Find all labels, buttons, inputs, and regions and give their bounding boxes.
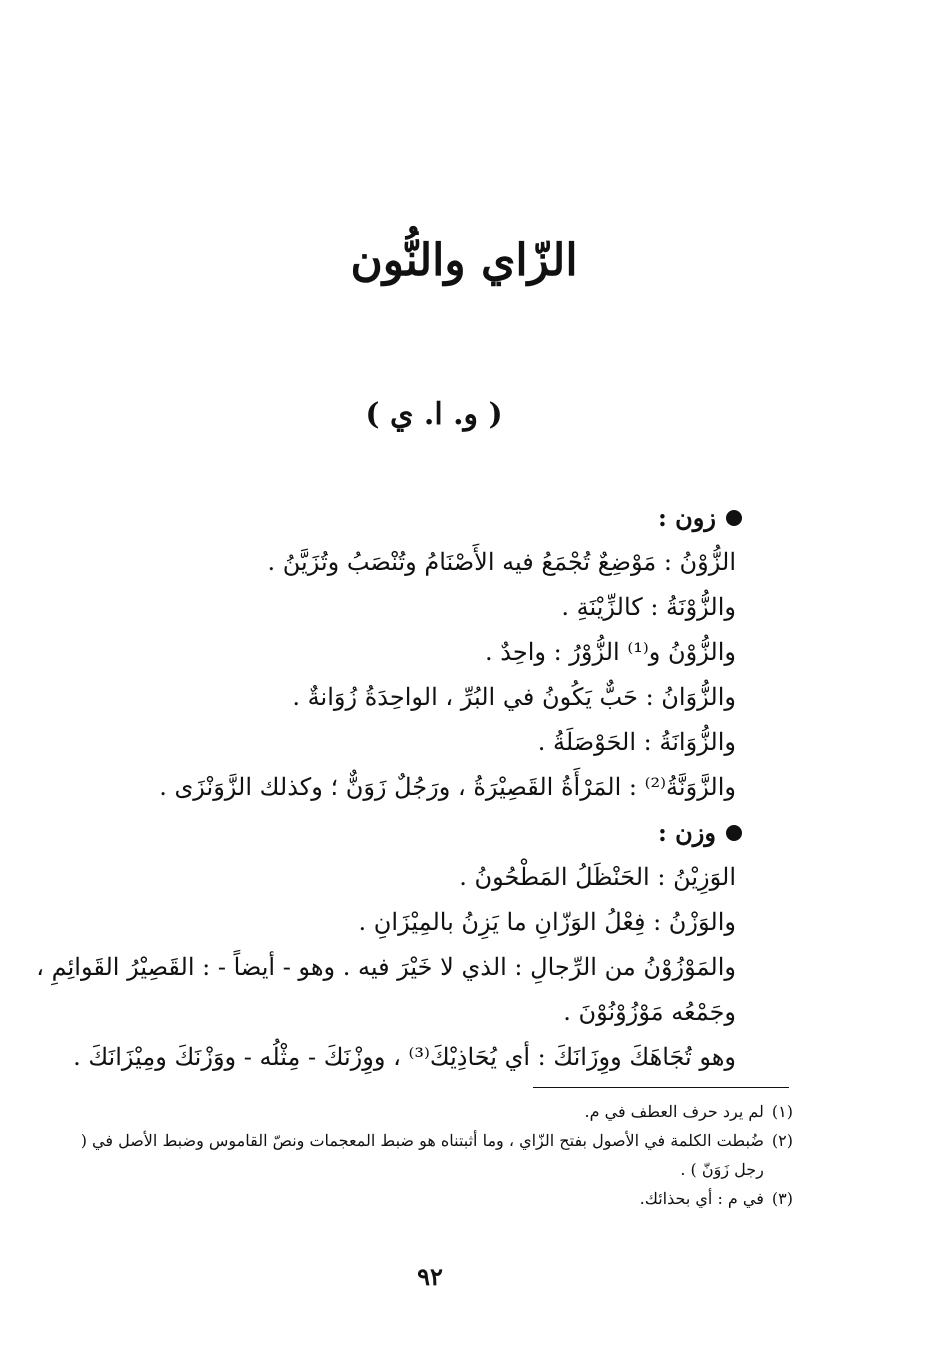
entry-line: وهو تُجَاهَكَ ووِزَانَكَ : أي يُحَاذِيْكَ⁽³⁾ ، ووِزْنَكَ - مِثْلُه - ووَزْنَكَ ومِيْزَانَكَ . — [73, 1043, 736, 1071]
chapter-title: الزّاي والنُّون — [350, 235, 578, 286]
entry-head-zwn — [36, 495, 742, 540]
footnote-number: (١) — [771, 1102, 793, 1121]
entry-line: الوَزِيْنُ : الحَنْظَلُ المَطْحُونُ . — [459, 863, 736, 891]
footnote — [68, 1184, 793, 1213]
entry-line: والزُّوَانُ : حَبٌّ يَكُونُ في البُرِّ ، الواحِدَةُ زُوَانةٌ . — [292, 683, 736, 711]
bullet-icon — [726, 510, 742, 526]
entry-line: الزُّوْنُ : مَوْضِعٌ تُجْمَعُ فيه الأَصْنَامُ وتُنْصَبُ وتُزَيَّنُ . — [267, 548, 736, 576]
page-number: ٩٢ — [417, 1262, 443, 1291]
footnote — [68, 1126, 793, 1184]
footnote-number: (٢) — [771, 1131, 793, 1150]
entry-line-continuation: وجَمْعُه مَوْزُوْنُوْنَ . — [563, 998, 736, 1026]
footnote-number: (٣) — [771, 1189, 793, 1208]
entry-head-label: زون : — [657, 503, 716, 532]
bullet-icon — [726, 825, 742, 841]
dictionary-body — [36, 495, 736, 1080]
entry-line: والزُّوَانَةُ : الحَوْصَلَةُ . — [537, 728, 736, 756]
entry-line: والزُّوْنَةُ : كالزِّيْنَةِ . — [561, 593, 736, 621]
entry-head-label: وزن : — [657, 818, 716, 847]
entry-line: والزُّوْنُ و⁽¹⁾ الزُّوْرُ : واحِدٌ . — [485, 638, 736, 666]
footnote-separator — [533, 1087, 789, 1088]
entry-line: والوَزْنُ : فِعْلُ الوَزّانِ ما يَزِنُ بالمِيْزَانِ . — [358, 908, 736, 936]
footnote — [68, 1097, 793, 1126]
footnote-text: لم يرد حرف العطف في م. — [584, 1102, 764, 1121]
entry-line: والمَوْزُوْنُ من الرِّجالِ : الذي لا خَيْرَ فيه . وهو - أيضاً - : القَصِيْرُ القَوائِمِ ، — [36, 953, 736, 981]
footnotes — [68, 1097, 793, 1213]
entry-line: والزَّوَنَّةُ⁽²⁾ : المَرْأَةُ القَصِيْرَةُ ، ورَجُلٌ زَوَنٌّ ؛ وكذلك الزَّوَنْزَى . — [159, 773, 736, 801]
footnote-text: ضُبطت الكلمة في الأصول بفتح الزّاي ، وما أثبتناه هو ضبط المعجمات ونصّ القاموس وضبط الأصل في ( رجل زَوَنّ ) . — [80, 1131, 764, 1179]
entry-head-wzn — [36, 810, 742, 855]
footnote-text: في م : أي بحذائك. — [639, 1189, 764, 1208]
root-heading: ( و. ا. ي ) — [365, 397, 503, 432]
